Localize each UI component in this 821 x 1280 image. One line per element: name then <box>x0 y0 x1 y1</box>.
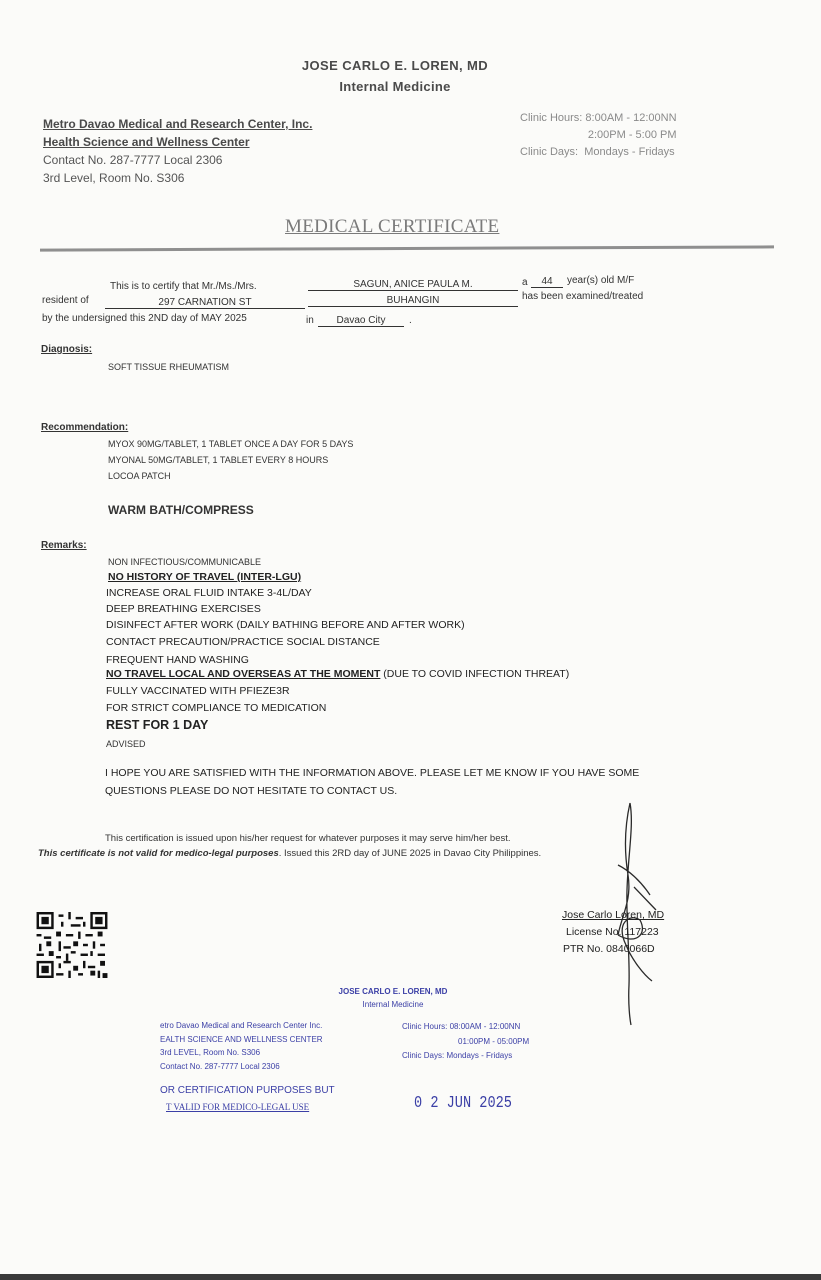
recommendation-item: MYOX 90MG/TABLET, 1 TABLET ONCE A DAY FOR 5 DAYS <box>108 439 354 449</box>
remark-line: NO HISTORY OF TRAVEL (INTER-LGU) <box>108 571 302 583</box>
remark-line: CONTACT PRECAUTION/PRACTICE SOCIAL DISTANCE <box>106 636 380 648</box>
clinic-info <box>43 115 312 187</box>
patient-age: 44 <box>531 276 563 288</box>
certify-intro: This is to certify that Mr./Ms./Mrs. <box>110 281 257 292</box>
stamp-hours-line: 01:00PM - 05:00PM <box>458 1036 530 1046</box>
remark-line: INCREASE ORAL FLUID INTAKE 3-4L/DAY <box>106 587 312 599</box>
stamp-date: 0 2 JUN 2025 <box>414 1094 512 1113</box>
clinic-name: Metro Davao Medical and Research Center, Inc. <box>43 117 313 131</box>
footer-line-2 <box>38 848 541 859</box>
not-valid-notice: This certificate is not valid for medico-legal purposes <box>38 848 279 859</box>
closing-line-1: I HOPE YOU ARE SATISFIED WITH THE INFORMATION ABOVE. PLEASE LET ME KNOW IF YOU HAVE SOME <box>105 767 640 779</box>
ptr-number: PTR No. 0840066D <box>563 943 655 955</box>
hours-label: Clinic Hours: <box>520 112 583 124</box>
patient-name: SAGUN, ANICE PAULA M. <box>308 279 518 291</box>
doctor-specialty-header: Internal Medicine <box>339 79 451 94</box>
address-barangay: BUHANGIN <box>308 295 518 307</box>
hours-line2: 2:00PM - 5:00 PM <box>587 129 677 141</box>
recommendation-extra: WARM BATH/COMPRESS <box>108 503 254 517</box>
in-label: in <box>306 315 314 326</box>
doctor-name-header: JOSE CARLO E. LOREN, MD <box>301 58 489 73</box>
qr-code-icon <box>36 912 108 978</box>
remark-line: NON INFECTIOUS/COMMUNICABLE <box>108 557 262 567</box>
remark-line: DISINFECT AFTER WORK (DAILY BATHING BEFORE AND AFTER WORK) <box>106 619 465 631</box>
license-number: License No. 117223 <box>566 926 659 938</box>
recommendation-item: LOCOA PATCH <box>108 471 171 481</box>
recommendation-label: Recommendation: <box>41 422 129 433</box>
remark-line: DEEP BREATHING EXERCISES <box>106 603 261 615</box>
examined-text: has been examined/treated <box>522 291 644 302</box>
remark-line: FOR STRICT COMPLIANCE TO MEDICATION <box>106 702 327 714</box>
scan-bottom-edge <box>0 1274 821 1280</box>
stamp-specialty: Internal Medicine <box>362 1000 424 1009</box>
diagnosis-text: SOFT TISSUE RHEUMATISM <box>108 362 230 372</box>
age-suffix: year(s) old M/F <box>567 275 635 286</box>
certify-a: a <box>522 277 528 288</box>
document-title: MEDICAL CERTIFICATE <box>285 216 500 237</box>
address-street: 297 CARNATION ST <box>105 297 305 309</box>
exam-city: Davao City <box>318 315 404 327</box>
remark-no-travel: NO TRAVEL LOCAL AND OVERSEAS AT THE MOMENT <box>106 668 381 680</box>
days-label: Clinic Days: <box>520 146 579 158</box>
recommendation-item: MYONAL 50MG/TABLET, 1 TABLET EVERY 8 HOURS <box>108 455 329 465</box>
stamp-cert-line-1: OR CERTIFICATION PURPOSES BUT <box>160 1085 335 1096</box>
remark-rest: REST FOR 1 DAY <box>106 718 209 732</box>
clinic-center: Health Science and Wellness Center <box>43 135 250 149</box>
signature-name: Jose Carlo Loren, MD <box>562 909 665 921</box>
footer-line-1: This certification is issued upon his/her request for whatever purposes it may serve him/her best. <box>105 833 511 844</box>
period: . <box>409 315 412 326</box>
resident-of-label: resident of <box>42 295 89 306</box>
clinic-room: 3rd Level, Room No. S306 <box>43 171 185 185</box>
remark-covid: (DUE TO COVID INFECTION THREAT) <box>380 668 570 680</box>
hours-line1: 8:00AM - 12:00NN <box>585 112 677 124</box>
issued-text: . Issued this 2RD day of JUNE 2025 in Davao City Philippines. <box>278 848 542 859</box>
days-value: Mondays - Fridays <box>584 146 675 158</box>
remarks-label: Remarks: <box>41 540 87 551</box>
stamp-hours <box>402 1020 529 1064</box>
stamp-clinic-line: EALTH SCIENCE AND WELLNESS CENTER <box>160 1034 323 1044</box>
closing-line-2: QUESTIONS PLEASE DO NOT HESITATE TO CONTACT US. <box>105 785 398 797</box>
stamp-hours-line: Clinic Hours: 08:00AM - 12:00NN <box>402 1022 521 1031</box>
title-divider <box>40 245 774 251</box>
diagnosis-label: Diagnosis: <box>41 344 93 355</box>
clinic-hours <box>520 110 677 161</box>
stamp-hours-line: Clinic Days: Mondays - Fridays <box>402 1051 513 1060</box>
stamp-clinic-line: etro Davao Medical and Research Center Inc. <box>160 1021 323 1030</box>
clinic-contact: Contact No. 287-7777 Local 2306 <box>43 153 223 167</box>
exam-date-text: by the undersigned this 2ND day of MAY 2025 <box>42 313 247 324</box>
remark-line: FULLY VACCINATED WITH PFIEZE3R <box>106 685 290 697</box>
stamp-clinic-line: 3rd LEVEL, Room No. S306 <box>160 1048 261 1057</box>
stamp-doctor-name: JOSE CARLO E. LOREN, MD <box>338 987 448 996</box>
remark-line: FREQUENT HAND WASHING <box>106 654 249 666</box>
remark-line: ADVISED <box>106 739 146 749</box>
remark-line <box>106 668 569 680</box>
stamp-clinic-line: Contact No. 287-7777 Local 2306 <box>160 1061 280 1071</box>
stamp-clinic <box>160 1019 323 1073</box>
stamp-cert-line-2: T VALID FOR MEDICO-LEGAL USE <box>166 1102 310 1112</box>
